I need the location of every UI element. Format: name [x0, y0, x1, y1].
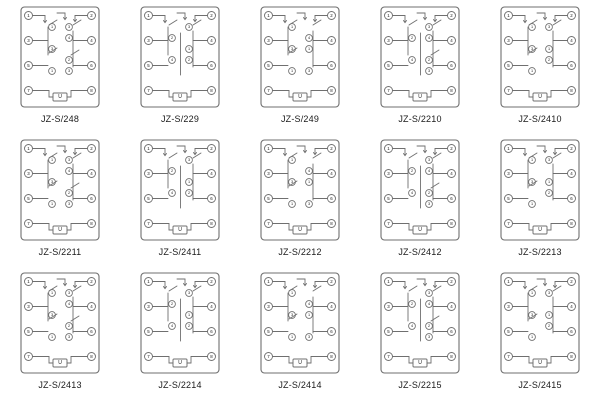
svg-text:8: 8 — [330, 354, 333, 360]
relay-wiring-diagram — [139, 271, 221, 375]
svg-text:2: 2 — [427, 191, 431, 196]
svg-text:2: 2 — [427, 324, 431, 329]
svg-text:7: 7 — [507, 354, 510, 360]
svg-text:U: U — [58, 227, 62, 234]
svg-text:2: 2 — [570, 13, 573, 19]
relay-model-caption: JZ-S/2412 — [398, 247, 442, 257]
svg-text:2: 2 — [450, 279, 453, 285]
svg-text:5: 5 — [507, 329, 510, 335]
svg-text:7: 7 — [147, 221, 150, 227]
svg-text:U: U — [418, 94, 422, 101]
svg-text:5: 5 — [267, 196, 270, 202]
svg-text:3: 3 — [50, 313, 54, 318]
svg-text:3: 3 — [147, 304, 150, 310]
svg-text:1: 1 — [290, 335, 294, 340]
svg-text:U: U — [538, 360, 542, 367]
svg-text:4: 4 — [427, 302, 431, 307]
relay-wiring-diagram — [379, 271, 461, 375]
relay-model-caption: JZ-S/2212 — [278, 247, 322, 257]
svg-text:2: 2 — [330, 146, 333, 152]
svg-text:6: 6 — [450, 329, 453, 335]
svg-text:5: 5 — [267, 329, 270, 335]
relay-diagram-card — [240, 0, 360, 133]
relay-model-caption: JZ-S/2213 — [518, 247, 562, 257]
svg-text:7: 7 — [147, 354, 150, 360]
svg-text:2: 2 — [410, 36, 414, 41]
svg-text:7: 7 — [387, 221, 390, 227]
relay-wiring-diagram — [19, 138, 101, 242]
svg-text:8: 8 — [450, 88, 453, 94]
svg-text:U: U — [538, 94, 542, 101]
relay-wiring-diagram — [379, 5, 461, 109]
svg-text:1: 1 — [50, 158, 54, 163]
svg-text:2: 2 — [67, 191, 71, 196]
svg-text:1: 1 — [267, 146, 270, 152]
svg-text:4: 4 — [67, 302, 71, 307]
svg-text:7: 7 — [267, 88, 270, 94]
svg-text:7: 7 — [27, 221, 30, 227]
relay-model-caption: JZ-S/249 — [280, 114, 320, 124]
svg-text:1: 1 — [290, 291, 294, 296]
svg-text:4: 4 — [210, 38, 213, 44]
relay-model-caption: JZ-S/2414 — [278, 380, 322, 390]
svg-text:2: 2 — [67, 58, 71, 63]
svg-text:4: 4 — [170, 58, 174, 63]
svg-text:2: 2 — [427, 58, 431, 63]
relay-diagram-card — [120, 266, 240, 399]
svg-text:6: 6 — [90, 196, 93, 202]
svg-text:4: 4 — [450, 171, 453, 177]
svg-text:3: 3 — [67, 202, 71, 207]
svg-text:7: 7 — [387, 354, 390, 360]
relay-diagram-card — [0, 0, 120, 133]
relay-wiring-diagram — [259, 138, 341, 242]
svg-text:3: 3 — [427, 291, 431, 296]
svg-text:5: 5 — [147, 63, 150, 69]
svg-text:U: U — [178, 360, 182, 367]
svg-text:4: 4 — [410, 58, 414, 63]
svg-text:U: U — [178, 227, 182, 234]
svg-text:4: 4 — [90, 38, 93, 44]
svg-text:3: 3 — [387, 304, 390, 310]
relay-diagram-card — [120, 0, 240, 133]
svg-text:5: 5 — [507, 63, 510, 69]
svg-text:3: 3 — [427, 158, 431, 163]
svg-text:U: U — [418, 360, 422, 367]
svg-text:6: 6 — [210, 196, 213, 202]
svg-text:2: 2 — [547, 58, 551, 63]
svg-text:1: 1 — [387, 146, 390, 152]
relay-diagram-card — [240, 133, 360, 266]
svg-text:1: 1 — [147, 146, 150, 152]
svg-text:1: 1 — [27, 13, 30, 19]
svg-text:2: 2 — [330, 279, 333, 285]
svg-text:1: 1 — [530, 291, 534, 296]
svg-text:1: 1 — [307, 47, 311, 52]
svg-text:4: 4 — [450, 304, 453, 310]
svg-text:3: 3 — [27, 38, 30, 44]
relay-wiring-diagram — [259, 271, 341, 375]
svg-text:1: 1 — [547, 47, 551, 52]
svg-text:3: 3 — [290, 313, 294, 318]
svg-text:3: 3 — [50, 47, 54, 52]
svg-text:2: 2 — [330, 13, 333, 19]
svg-text:1: 1 — [147, 279, 150, 285]
svg-text:2: 2 — [170, 302, 174, 307]
svg-text:3: 3 — [267, 171, 270, 177]
svg-text:6: 6 — [450, 196, 453, 202]
svg-text:3: 3 — [267, 304, 270, 310]
svg-text:3: 3 — [530, 47, 534, 52]
svg-text:6: 6 — [570, 196, 573, 202]
svg-text:1: 1 — [147, 13, 150, 19]
svg-text:U: U — [58, 360, 62, 367]
relay-wiring-diagram — [499, 5, 581, 109]
relay-wiring-diagram — [139, 5, 221, 109]
svg-text:3: 3 — [67, 25, 71, 30]
svg-text:3: 3 — [530, 180, 534, 185]
svg-text:1: 1 — [267, 13, 270, 19]
svg-text:8: 8 — [570, 221, 573, 227]
svg-text:5: 5 — [387, 329, 390, 335]
svg-text:1: 1 — [387, 279, 390, 285]
svg-text:8: 8 — [90, 354, 93, 360]
svg-text:3: 3 — [507, 38, 510, 44]
relay-model-caption: JZ-S/2214 — [158, 380, 202, 390]
relay-diagram-card — [480, 266, 600, 399]
svg-text:1: 1 — [50, 335, 54, 340]
svg-text:U: U — [178, 94, 182, 101]
svg-text:2: 2 — [187, 58, 191, 63]
svg-text:7: 7 — [387, 88, 390, 94]
svg-text:2: 2 — [90, 146, 93, 152]
svg-text:4: 4 — [170, 191, 174, 196]
svg-text:1: 1 — [507, 146, 510, 152]
svg-text:1: 1 — [187, 313, 191, 318]
svg-text:4: 4 — [67, 169, 71, 174]
relay-wiring-diagram — [19, 271, 101, 375]
svg-text:5: 5 — [27, 196, 30, 202]
svg-text:1: 1 — [187, 47, 191, 52]
relay-wiring-diagram — [499, 138, 581, 242]
svg-text:4: 4 — [170, 324, 174, 329]
svg-text:6: 6 — [210, 329, 213, 335]
svg-text:4: 4 — [330, 304, 333, 310]
svg-text:2: 2 — [210, 146, 213, 152]
svg-text:5: 5 — [387, 196, 390, 202]
relay-wiring-diagram — [19, 5, 101, 109]
relay-diagram-card — [0, 133, 120, 266]
svg-text:3: 3 — [387, 38, 390, 44]
svg-text:2: 2 — [410, 169, 414, 174]
svg-text:1: 1 — [530, 202, 534, 207]
svg-text:U: U — [298, 227, 302, 234]
svg-text:6: 6 — [330, 196, 333, 202]
svg-text:3: 3 — [67, 158, 71, 163]
svg-text:4: 4 — [570, 38, 573, 44]
svg-text:3: 3 — [67, 291, 71, 296]
svg-text:4: 4 — [210, 171, 213, 177]
svg-text:6: 6 — [210, 63, 213, 69]
svg-text:4: 4 — [90, 171, 93, 177]
svg-text:1: 1 — [387, 13, 390, 19]
relay-model-caption: JZ-S/2415 — [518, 380, 562, 390]
svg-text:2: 2 — [210, 13, 213, 19]
svg-text:4: 4 — [330, 38, 333, 44]
svg-text:5: 5 — [507, 196, 510, 202]
svg-text:7: 7 — [27, 354, 30, 360]
svg-text:3: 3 — [547, 158, 551, 163]
svg-text:3: 3 — [27, 304, 30, 310]
svg-text:1: 1 — [50, 202, 54, 207]
svg-text:2: 2 — [570, 146, 573, 152]
svg-text:8: 8 — [330, 221, 333, 227]
svg-text:4: 4 — [570, 304, 573, 310]
svg-text:3: 3 — [67, 335, 71, 340]
relay-diagram-card — [0, 266, 120, 399]
svg-text:3: 3 — [507, 171, 510, 177]
svg-text:6: 6 — [330, 63, 333, 69]
svg-text:3: 3 — [427, 202, 431, 207]
svg-text:3: 3 — [427, 335, 431, 340]
svg-text:5: 5 — [147, 196, 150, 202]
svg-text:1: 1 — [50, 25, 54, 30]
svg-text:6: 6 — [90, 63, 93, 69]
relay-wiring-diagram — [139, 138, 221, 242]
svg-text:7: 7 — [27, 88, 30, 94]
svg-text:3: 3 — [187, 291, 191, 296]
relay-wiring-diagram — [259, 5, 341, 109]
svg-text:3: 3 — [507, 304, 510, 310]
svg-text:1: 1 — [530, 69, 534, 74]
svg-text:4: 4 — [427, 36, 431, 41]
svg-text:4: 4 — [427, 169, 431, 174]
svg-text:3: 3 — [530, 313, 534, 318]
svg-text:1: 1 — [290, 69, 294, 74]
relay-diagram-card — [360, 133, 480, 266]
relay-diagram-card — [240, 266, 360, 399]
relay-diagram-card — [480, 133, 600, 266]
svg-text:4: 4 — [410, 324, 414, 329]
svg-text:4: 4 — [307, 169, 311, 174]
svg-text:3: 3 — [547, 291, 551, 296]
svg-text:2: 2 — [67, 324, 71, 329]
svg-text:8: 8 — [570, 88, 573, 94]
svg-text:8: 8 — [90, 221, 93, 227]
svg-text:5: 5 — [27, 329, 30, 335]
svg-text:7: 7 — [267, 221, 270, 227]
svg-text:3: 3 — [387, 171, 390, 177]
svg-text:3: 3 — [307, 335, 311, 340]
svg-text:7: 7 — [507, 88, 510, 94]
relay-diagram-card — [120, 133, 240, 266]
relay-model-caption: JZ-S/248 — [40, 114, 80, 124]
svg-text:2: 2 — [547, 191, 551, 196]
svg-text:1: 1 — [187, 180, 191, 185]
svg-text:5: 5 — [27, 63, 30, 69]
svg-text:U: U — [58, 94, 62, 101]
relay-model-caption: JZ-S/2413 — [38, 380, 82, 390]
svg-text:4: 4 — [67, 36, 71, 41]
svg-text:2: 2 — [410, 302, 414, 307]
relay-model-caption: JZ-S/2215 — [398, 380, 442, 390]
relay-diagram-card — [360, 0, 480, 133]
svg-text:3: 3 — [187, 25, 191, 30]
svg-text:3: 3 — [427, 25, 431, 30]
svg-text:2: 2 — [210, 279, 213, 285]
svg-text:8: 8 — [450, 354, 453, 360]
svg-text:4: 4 — [307, 36, 311, 41]
relay-model-caption: JZ-S/2211 — [38, 247, 82, 257]
relay-model-caption: JZ-S/2411 — [158, 247, 202, 257]
svg-text:6: 6 — [570, 329, 573, 335]
svg-text:2: 2 — [90, 279, 93, 285]
svg-text:1: 1 — [27, 146, 30, 152]
relay-diagram-card — [360, 266, 480, 399]
svg-text:7: 7 — [507, 221, 510, 227]
svg-text:2: 2 — [170, 169, 174, 174]
svg-text:6: 6 — [90, 329, 93, 335]
svg-text:1: 1 — [507, 279, 510, 285]
svg-text:3: 3 — [427, 69, 431, 74]
svg-text:8: 8 — [210, 221, 213, 227]
svg-text:4: 4 — [410, 191, 414, 196]
svg-text:2: 2 — [570, 279, 573, 285]
svg-text:8: 8 — [210, 354, 213, 360]
relay-diagram-card — [480, 0, 600, 133]
svg-text:8: 8 — [570, 354, 573, 360]
svg-text:1: 1 — [307, 180, 311, 185]
svg-text:2: 2 — [90, 13, 93, 19]
svg-text:2: 2 — [170, 36, 174, 41]
svg-text:8: 8 — [90, 88, 93, 94]
svg-text:3: 3 — [187, 158, 191, 163]
svg-text:4: 4 — [570, 171, 573, 177]
svg-text:1: 1 — [547, 313, 551, 318]
svg-text:5: 5 — [147, 329, 150, 335]
svg-text:1: 1 — [530, 158, 534, 163]
svg-text:6: 6 — [570, 63, 573, 69]
svg-text:4: 4 — [450, 38, 453, 44]
svg-text:3: 3 — [307, 202, 311, 207]
relay-wiring-diagram — [379, 138, 461, 242]
svg-text:8: 8 — [450, 221, 453, 227]
svg-text:7: 7 — [147, 88, 150, 94]
svg-text:4: 4 — [210, 304, 213, 310]
relay-model-caption: JZ-S/2410 — [518, 114, 562, 124]
svg-text:U: U — [298, 360, 302, 367]
svg-text:5: 5 — [267, 63, 270, 69]
svg-text:3: 3 — [307, 69, 311, 74]
svg-text:1: 1 — [267, 279, 270, 285]
svg-text:3: 3 — [290, 180, 294, 185]
svg-text:1: 1 — [50, 291, 54, 296]
svg-text:U: U — [418, 227, 422, 234]
relay-wiring-diagram — [499, 271, 581, 375]
svg-text:1: 1 — [507, 13, 510, 19]
svg-text:1: 1 — [50, 69, 54, 74]
svg-text:3: 3 — [547, 25, 551, 30]
svg-text:3: 3 — [67, 69, 71, 74]
svg-text:1: 1 — [547, 180, 551, 185]
svg-text:8: 8 — [330, 88, 333, 94]
svg-text:1: 1 — [290, 202, 294, 207]
svg-text:1: 1 — [530, 335, 534, 340]
svg-text:7: 7 — [267, 354, 270, 360]
relay-model-caption: JZ-S/2210 — [398, 114, 442, 124]
svg-text:3: 3 — [147, 171, 150, 177]
svg-text:4: 4 — [330, 171, 333, 177]
svg-text:1: 1 — [27, 279, 30, 285]
svg-text:U: U — [298, 94, 302, 101]
svg-text:3: 3 — [27, 171, 30, 177]
svg-text:1: 1 — [290, 25, 294, 30]
svg-text:1: 1 — [530, 25, 534, 30]
svg-text:3: 3 — [50, 180, 54, 185]
svg-text:6: 6 — [450, 63, 453, 69]
svg-text:4: 4 — [90, 304, 93, 310]
svg-text:3: 3 — [290, 47, 294, 52]
svg-text:2: 2 — [187, 191, 191, 196]
svg-text:2: 2 — [450, 146, 453, 152]
svg-text:1: 1 — [290, 158, 294, 163]
svg-text:3: 3 — [267, 38, 270, 44]
relay-model-caption: JZ-S/229 — [160, 114, 200, 124]
svg-text:1: 1 — [307, 313, 311, 318]
svg-text:3: 3 — [147, 38, 150, 44]
svg-text:2: 2 — [547, 324, 551, 329]
svg-text:6: 6 — [330, 329, 333, 335]
svg-text:U: U — [538, 227, 542, 234]
svg-text:5: 5 — [387, 63, 390, 69]
svg-text:2: 2 — [187, 324, 191, 329]
svg-text:4: 4 — [307, 302, 311, 307]
svg-text:8: 8 — [210, 88, 213, 94]
svg-text:2: 2 — [450, 13, 453, 19]
